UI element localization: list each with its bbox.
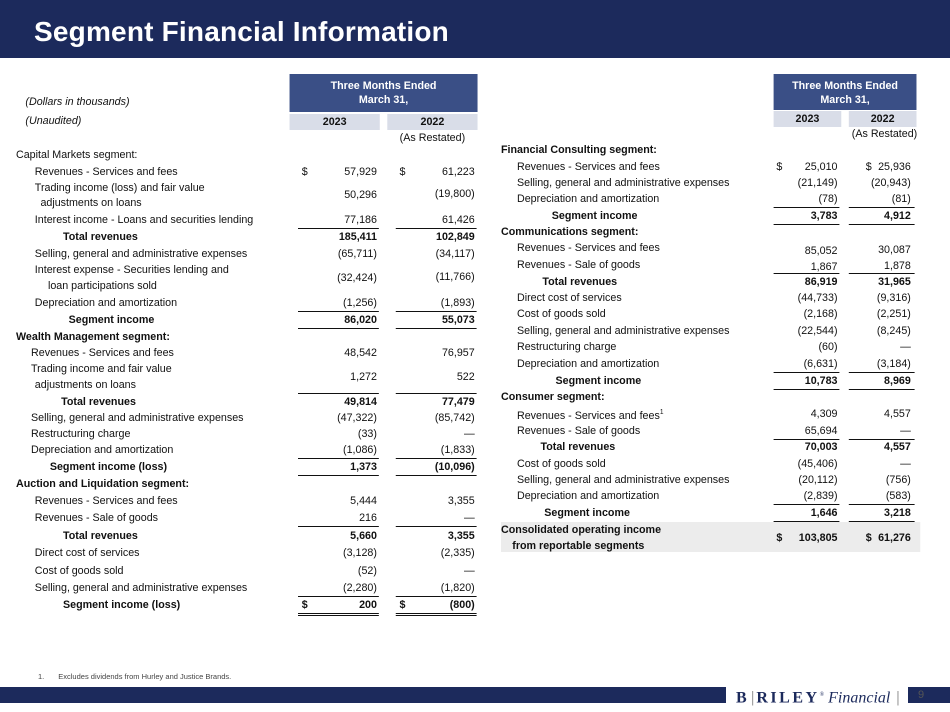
cell-2023: 86,919 — [804, 276, 838, 288]
right-restated-note: (As Restated) — [851, 128, 918, 140]
underline — [298, 228, 379, 229]
underline — [298, 311, 379, 312]
cell-2022: (85,742) — [434, 412, 475, 424]
cell-2022: (10,096) — [434, 461, 475, 473]
row-label: Depreciation and amortization — [516, 490, 660, 502]
cell-2022: 102,849 — [436, 231, 475, 243]
row-label: Trading income and fair value — [31, 363, 172, 375]
row-label: Depreciation and amortization — [516, 193, 660, 205]
left-period-header — [290, 74, 478, 112]
cell-2023: (44,733) — [797, 292, 838, 304]
underline — [396, 458, 477, 459]
cell-2022: (9,316) — [876, 292, 911, 304]
cell-2023: 10,783 — [804, 375, 838, 387]
underline — [849, 224, 915, 225]
underline — [298, 596, 379, 597]
underline — [396, 475, 477, 476]
underline — [774, 504, 840, 505]
cell-2023: 49,814 — [344, 396, 377, 408]
cell-2022: (2,251) — [876, 308, 911, 320]
cell-2023: 57,929 — [344, 166, 377, 178]
cell-2023: 85,052 — [804, 245, 838, 257]
cell-2022: 77,479 — [441, 396, 475, 408]
cell-2023: (2,168) — [803, 308, 838, 320]
cell-2023: 48,542 — [344, 347, 377, 359]
row-label-segment-income: Segment income — [551, 210, 638, 222]
cell-2022: 3,355 — [447, 495, 475, 507]
underline — [849, 389, 915, 390]
currency-symbol: $ — [776, 532, 783, 544]
underline — [298, 458, 379, 459]
row-label: Direct cost of services — [516, 292, 622, 304]
cell-2023: 5,444 — [350, 495, 377, 507]
row-label: Interest income - Loans and securities lending — [34, 214, 254, 226]
double-underline — [396, 613, 477, 616]
cell-2023: 4,309 — [810, 408, 838, 420]
communications-heading: Communications segment: — [501, 226, 639, 238]
company-logo — [726, 683, 908, 707]
row-label: Depreciation and amortization — [516, 358, 660, 370]
right-period-header — [774, 74, 917, 110]
header-line-1: Three Months Ended — [792, 80, 898, 92]
cell-2023: (3,128) — [343, 547, 377, 559]
header-line-1: Three Months Ended — [330, 80, 437, 92]
row-label-segment-income: Segment income (loss) — [63, 599, 181, 611]
cell-2023: (52) — [357, 565, 377, 577]
right-col-2023: 2023 — [774, 111, 842, 127]
title-bar — [0, 0, 950, 58]
page-title: Segment Financial Information — [34, 16, 449, 47]
cell-2023: (65,711) — [337, 248, 377, 260]
row-label: Restructuring charge — [31, 428, 131, 440]
row-label-segment-income: Segment income (loss) — [49, 461, 168, 473]
cell-2022: 55,073 — [441, 314, 475, 326]
row-label-segment-income: Segment income — [555, 375, 642, 387]
underline — [396, 228, 477, 229]
cell-2023: 1,373 — [350, 461, 377, 473]
row-label: loan participations sold — [47, 280, 157, 292]
cell-2022: (2,335) — [440, 547, 475, 559]
cell-2022: — — [900, 341, 911, 353]
row-label: Restructuring charge — [516, 341, 617, 353]
auction-liquidation-heading: Auction and Liquidation segment: — [16, 478, 190, 490]
row-label: Revenues - Services and fees — [31, 347, 174, 359]
cell-2023: (21,149) — [797, 177, 838, 189]
underline — [298, 526, 379, 527]
left-table — [16, 70, 486, 630]
cell-2023: 77,186 — [344, 214, 377, 226]
cell-2022: — — [464, 512, 475, 524]
row-label: Selling, general and administrative expenses — [516, 474, 730, 486]
currency-symbol: $ — [301, 599, 308, 611]
row-label: Selling, general and administrative expenses — [34, 248, 248, 260]
row-label: Cost of goods sold — [516, 308, 606, 320]
underline — [774, 207, 840, 208]
cell-2023: (1,256) — [343, 297, 377, 309]
cell-2022: (81) — [891, 193, 911, 205]
underline — [849, 372, 915, 373]
right-table — [501, 70, 918, 560]
consumer-heading: Consumer segment: — [501, 391, 605, 403]
right-col-2022: 2022 — [849, 111, 917, 127]
row-label: Revenues - Sale of goods — [516, 425, 641, 437]
row-label-total: Total revenues — [61, 396, 136, 408]
cell-2022: 61,276 — [878, 532, 911, 544]
cell-2022: 4,912 — [884, 210, 911, 222]
currency-symbol: $ — [865, 161, 872, 173]
cell-2023: (22,544) — [797, 325, 838, 337]
logo-financial: Financial — [828, 689, 891, 707]
underline — [396, 596, 477, 597]
cell-2022: 61,223 — [441, 166, 475, 178]
cell-2023: 86,020 — [344, 314, 377, 326]
cell-2023: 65,694 — [804, 425, 838, 437]
cell-2023: 50,296 — [344, 189, 377, 201]
cell-2023: (20,112) — [798, 474, 838, 486]
row-label: Revenues - Services and fees — [516, 242, 660, 254]
row-label-total: Total revenues — [540, 441, 616, 453]
currency-symbol: $ — [399, 166, 406, 178]
logo-wordmark — [736, 683, 908, 710]
cell-2023: 1,272 — [350, 371, 377, 383]
currency-symbol: $ — [865, 532, 872, 544]
row-label: Revenues - Services and fees — [34, 166, 178, 178]
row-label-segment-income: Segment income — [68, 314, 155, 326]
cell-2023: 200 — [359, 599, 377, 611]
cell-2023: 5,660 — [350, 530, 377, 542]
row-label: Depreciation and amortization — [31, 444, 174, 456]
row-label: Revenues - Services and fees — [34, 495, 178, 507]
logo-registered-mark: ® — [819, 692, 825, 698]
row-label: Selling, general and administrative expenses — [516, 325, 730, 337]
footnote-text: Excludes dividends from Hurley and Justice Brands. — [58, 672, 232, 681]
cell-2023: 3,783 — [810, 210, 838, 222]
cell-2022: — — [900, 425, 911, 437]
cell-2022: (34,117) — [435, 248, 475, 260]
row-label: adjustments on loans — [34, 379, 136, 391]
left-col-2022: 2022 — [387, 114, 477, 130]
cell-2023: (1,086) — [343, 444, 377, 456]
cell-2023: 185,411 — [338, 231, 377, 243]
double-underline — [298, 613, 379, 616]
cell-2022: (8,245) — [876, 325, 911, 337]
cell-2022: (1,820) — [440, 582, 475, 594]
cell-2022: 31,965 — [878, 276, 911, 288]
underline — [774, 224, 840, 225]
logo-riley: RILEY — [756, 689, 820, 707]
header-line-2: March 31, — [358, 94, 409, 106]
cell-2022: — — [900, 458, 911, 470]
currency-symbol: $ — [301, 166, 308, 178]
wealth-management-heading: Wealth Management segment: — [16, 331, 170, 343]
left-restated-note: (As Restated) — [399, 132, 466, 144]
header-line-2: March 31, — [820, 94, 870, 106]
row-label: Selling, general and administrative expenses — [31, 412, 244, 424]
cell-2022: (11,766) — [435, 271, 475, 283]
cell-2023: (60) — [818, 341, 838, 353]
row-label-segment-income: Segment income — [544, 507, 630, 519]
cell-2023: 70,003 — [804, 441, 838, 453]
row-label: Selling, general and administrative expenses — [516, 177, 730, 189]
row-label: Cost of goods sold — [34, 565, 124, 577]
cell-2023: (78) — [818, 193, 838, 205]
row-label: Trading income (loss) and fair value — [34, 182, 205, 194]
underline — [849, 273, 915, 274]
cell-2022: 522 — [456, 371, 475, 383]
left-col-2023: 2023 — [290, 114, 380, 130]
row-label: Cost of goods sold — [516, 458, 606, 470]
underline — [396, 328, 477, 329]
unaudited-note: (Unaudited) — [25, 115, 82, 127]
cell-2023: 1,867 — [810, 261, 838, 273]
underline — [849, 207, 915, 208]
row-label: Direct cost of services — [34, 547, 140, 559]
logo-separator-end: | — [896, 689, 900, 707]
footnote-number: 1. — [38, 672, 45, 681]
cell-2022: (20,943) — [870, 177, 911, 189]
row-label-text: Revenues - Services and fees — [516, 409, 660, 422]
cell-2023: (32,424) — [337, 272, 377, 284]
cell-2023: 216 — [359, 512, 377, 524]
row-label: adjustments on loans — [40, 197, 142, 209]
underline — [298, 475, 379, 476]
cell-2022: 1,878 — [884, 260, 911, 272]
row-label: Selling, general and administrative expenses — [34, 582, 248, 594]
cell-2023: (45,406) — [797, 458, 838, 470]
cell-2022: 30,087 — [878, 244, 911, 256]
cell-2022: 25,936 — [878, 161, 911, 173]
cell-2022: 4,557 — [884, 441, 911, 453]
cell-2023: (2,280) — [343, 582, 377, 594]
consolidated-label-line-2: from reportable segments — [512, 540, 645, 552]
cell-2023: 103,805 — [798, 532, 838, 544]
row-label-total: Total revenues — [63, 231, 138, 243]
cell-2022: 4,557 — [884, 408, 911, 420]
cell-2022: 76,957 — [441, 347, 475, 359]
cell-2022: (756) — [885, 474, 911, 486]
underline — [396, 526, 477, 527]
footnote-marker: 1 — [659, 409, 664, 416]
logo-separator: | — [751, 689, 755, 707]
cell-2022: — — [464, 428, 475, 440]
underline — [298, 393, 379, 394]
cell-2023: (33) — [357, 428, 377, 440]
cell-2022: 3,218 — [884, 507, 911, 519]
cell-2022: 3,355 — [447, 530, 475, 542]
row-label: Interest expense - Securities lending and — [34, 264, 229, 276]
cell-2022: 8,969 — [884, 375, 911, 387]
cell-2023: (6,631) — [803, 358, 838, 370]
underline — [849, 439, 915, 440]
page-number: 9 — [918, 689, 925, 701]
currency-symbol: $ — [776, 161, 783, 173]
cell-2022: (800) — [449, 599, 475, 611]
financial-consulting-heading: Financial Consulting segment: — [501, 144, 657, 156]
row-label: Depreciation and amortization — [34, 297, 178, 309]
underline — [774, 372, 840, 373]
cell-2022: — — [464, 565, 475, 577]
row-label — [517, 409, 664, 422]
underline — [774, 389, 840, 390]
cell-2023: (47,322) — [337, 412, 377, 424]
row-label-total: Total revenues — [63, 530, 138, 542]
cell-2022: 61,426 — [441, 214, 475, 226]
underline — [396, 393, 477, 394]
logo-b: B — [736, 689, 750, 707]
currency-symbol: $ — [399, 599, 406, 611]
cell-2022: (1,833) — [440, 444, 475, 456]
row-label: Revenues - Sale of goods — [34, 512, 159, 524]
underline — [396, 311, 477, 312]
row-label: Revenues - Sale of goods — [516, 259, 641, 271]
row-label: Revenues - Services and fees — [516, 161, 660, 173]
row-label-total: Total revenues — [542, 276, 618, 288]
cell-2023: (2,839) — [803, 490, 838, 502]
consolidated-label-line-1: Consolidated operating income — [501, 524, 662, 536]
units-note: (Dollars in thousands) — [25, 96, 130, 108]
cell-2022: (3,184) — [876, 358, 911, 370]
underline — [849, 504, 915, 505]
underline — [774, 273, 840, 274]
cell-2022: (1,893) — [440, 297, 475, 309]
underline — [298, 328, 379, 329]
cell-2023: 1,646 — [810, 507, 838, 519]
cell-2023: 25,010 — [804, 161, 838, 173]
cell-2022: (583) — [885, 490, 911, 502]
footnote — [38, 672, 231, 681]
underline — [774, 439, 840, 440]
capital-markets-heading: Capital Markets segment: — [16, 149, 138, 161]
cell-2022: (19,800) — [434, 188, 475, 200]
